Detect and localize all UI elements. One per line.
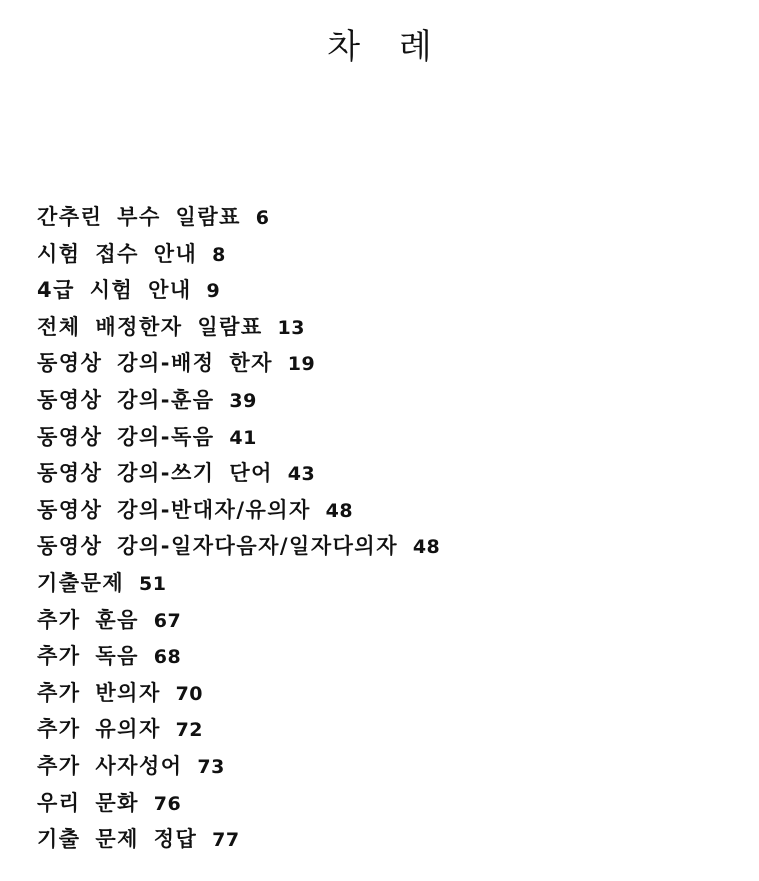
page-title: 차 례	[327, 27, 446, 67]
toc-item-label: 추가 독음	[37, 644, 139, 669]
toc-item-page: 72	[175, 719, 204, 742]
toc-item-label: 기출 문제 정답	[37, 827, 198, 852]
toc-item[interactable]	[37, 785, 440, 822]
toc-item[interactable]	[37, 492, 440, 529]
toc-item[interactable]	[37, 602, 440, 639]
toc-item-page: 51	[138, 572, 167, 595]
toc-item-page: 70	[175, 682, 204, 705]
toc-item-page: 73	[197, 755, 225, 778]
toc-item[interactable]	[37, 309, 440, 346]
toc-item-page: 43	[287, 463, 316, 486]
toc-item-page: 77	[212, 829, 240, 852]
toc-item[interactable]	[37, 565, 440, 602]
toc-item-page: 13	[277, 316, 305, 339]
toc-item-page: 9	[206, 280, 221, 303]
toc-item-label: 4급 시험 안내	[37, 278, 192, 303]
toc-item-label: 동영상 강의-독음	[37, 424, 215, 449]
table-of-contents	[37, 199, 440, 858]
toc-item[interactable]	[37, 419, 440, 456]
toc-item-page: 67	[153, 609, 182, 632]
toc-item-page: 68	[153, 646, 182, 669]
toc-item-page: 6	[255, 207, 270, 229]
toc-item-label: 추가 훈음	[37, 607, 139, 632]
toc-item-page: 8	[212, 243, 226, 266]
toc-item-label: 전체 배정한자 일람표	[37, 314, 263, 339]
toc-item-label: 추가 유의자	[37, 717, 161, 742]
toc-item-label: 동영상 강의-일자다음자/일자다의자	[37, 534, 398, 559]
toc-item-label: 동영상 강의-쓰기 단어	[37, 461, 273, 486]
toc-item[interactable]	[37, 455, 440, 492]
toc-item-label: 추가 사자성어	[37, 753, 183, 778]
toc-item-page: 39	[229, 389, 257, 412]
toc-item[interactable]	[37, 236, 440, 273]
toc-item[interactable]	[37, 528, 440, 565]
toc-item[interactable]	[37, 638, 440, 675]
toc-item-page: 41	[229, 426, 257, 449]
toc-item-label: 동영상 강의-훈음	[37, 387, 215, 412]
toc-item-label: 우리 문화	[37, 790, 139, 815]
toc-item-label: 동영상 강의-배정 한자	[37, 351, 273, 376]
toc-item-label: 시험 접수 안내	[37, 241, 198, 266]
toc-item-label: 기출문제	[37, 570, 125, 595]
toc-item-label: 추가 반의자	[37, 680, 161, 705]
toc-item[interactable]	[37, 711, 440, 748]
toc-item[interactable]	[37, 382, 440, 419]
toc-item-label: 간추린 부수 일람표	[37, 205, 241, 229]
toc-item-page: 48	[412, 536, 441, 559]
toc-item[interactable]	[37, 345, 440, 382]
toc-item-page: 76	[153, 792, 182, 815]
toc-item-label: 동영상 강의-반대자/유의자	[37, 497, 311, 522]
toc-item[interactable]	[37, 675, 440, 712]
toc-item[interactable]	[37, 199, 440, 236]
toc-item[interactable]	[37, 821, 440, 858]
toc-item-page: 48	[325, 499, 354, 522]
toc-item[interactable]	[37, 748, 440, 785]
toc-item[interactable]	[37, 272, 440, 309]
toc-item-page: 19	[287, 353, 316, 376]
